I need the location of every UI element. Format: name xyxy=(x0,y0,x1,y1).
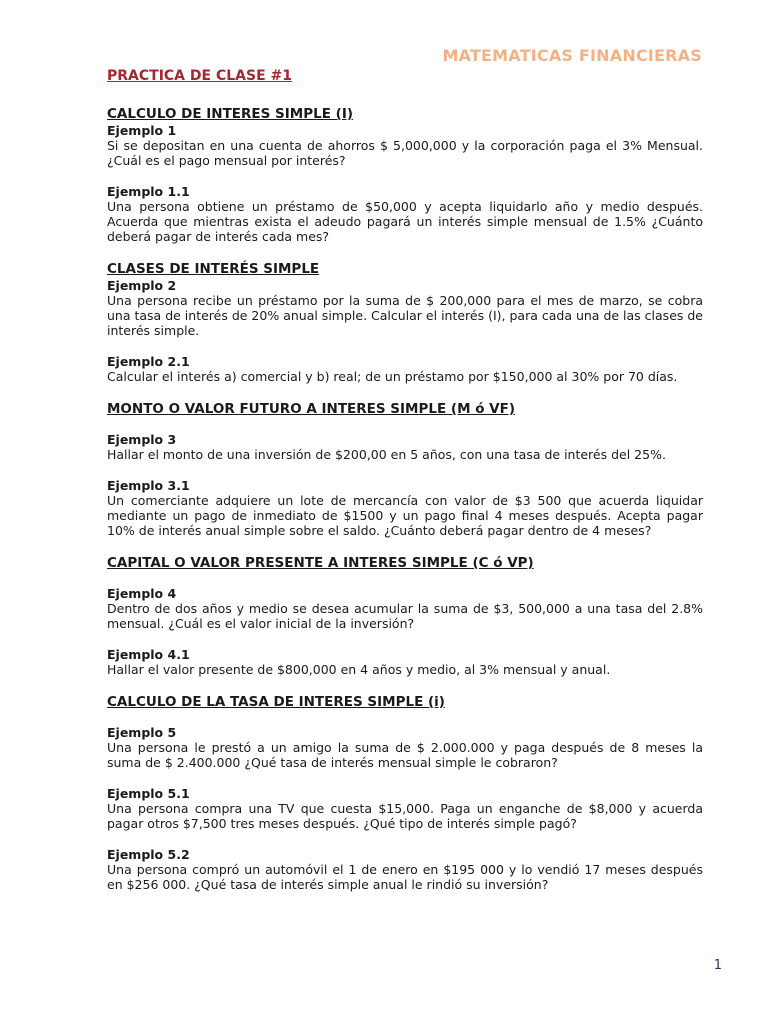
example-label: Ejemplo 1 xyxy=(107,123,177,138)
example-text: Si se depositan en una cuenta de ahorros $ 5,000,000 y la corporación paga el 3% Mensual. ¿Cuál es el pago mensual por interés? xyxy=(107,138,703,168)
example-block xyxy=(107,586,703,631)
example-block xyxy=(107,725,703,770)
example-label: Ejemplo 4.1 xyxy=(107,647,190,662)
example-block xyxy=(107,647,703,677)
heading-spacer xyxy=(107,711,703,725)
section xyxy=(107,693,703,892)
section-heading: CAPITAL O VALOR PRESENTE A INTERES SIMPLE (C ó VP) xyxy=(107,555,534,571)
practice-title: PRACTICA DE CLASE #1 xyxy=(107,68,292,84)
example-text: Un comerciante adquiere un lote de mercancía con valor de $3 500 que acuerda liquidar mediante un pago de inmediato de $1500 y un pago final 4 meses después. Acepta pagar 10% de interés anual simple sobre el saldo. ¿Cuánto deberá pagar dentro de 4 meses? xyxy=(107,493,703,538)
section xyxy=(107,554,703,677)
example-block xyxy=(107,847,703,892)
section-heading: MONTO O VALOR FUTURO A INTERES SIMPLE (M ó VF) xyxy=(107,401,516,417)
section-heading: CALCULO DE LA TASA DE INTERES SIMPLE (i) xyxy=(107,694,445,710)
section-heading: CALCULO DE INTERES SIMPLE (I) xyxy=(107,106,354,122)
header-title: MATEMATICAS FINANCIERAS xyxy=(442,46,702,65)
section xyxy=(107,105,703,244)
page-number: 1 xyxy=(713,958,722,973)
example-text: Una persona le prestó a un amigo la suma de $ 2.000.000 y paga después de 8 meses la suma de $ 2.400.000 ¿Qué tasa de interés mensual simple le cobraron? xyxy=(107,740,703,770)
example-block xyxy=(107,354,703,384)
example-text: Una persona compra una TV que cuesta $15,000. Paga un enganche de $8,000 y acuerda pagar otros $7,500 tres meses después. ¿Qué tipo de interés simple pagó? xyxy=(107,801,703,831)
example-text: Una persona obtiene un préstamo de $50,000 y acepta liquidarlo año y medio después. Acuerda que mientras exista el adeudo pagará un interés simple mensual de 1.5% ¿Cuánto deberá pagar de interés cada mes? xyxy=(107,199,703,244)
example-block xyxy=(107,278,703,338)
document-content xyxy=(107,67,703,908)
example-text: Calcular el interés a) comercial y b) real; de un préstamo por $150,000 al 30% por 70 días. xyxy=(107,369,678,384)
example-text: Una persona compró un automóvil el 1 de enero en $195 000 y lo vendió 17 meses después en $256 000. ¿Qué tasa de interés simple anual le rindió su inversión? xyxy=(107,862,703,892)
example-block xyxy=(107,432,703,462)
example-label: Ejemplo 5.1 xyxy=(107,786,190,801)
example-label: Ejemplo 3 xyxy=(107,432,177,447)
example-block xyxy=(107,184,703,244)
section-heading: CLASES DE INTERÉS SIMPLE xyxy=(107,261,320,277)
example-block xyxy=(107,478,703,538)
example-label: Ejemplo 1.1 xyxy=(107,184,190,199)
example-label: Ejemplo 5.2 xyxy=(107,847,190,862)
example-label: Ejemplo 4 xyxy=(107,586,177,601)
example-text: Una persona recibe un préstamo por la suma de $ 200,000 para el mes de marzo, se cobra una tasa de interés de 20% anual simple. Calcular el interés (I), para cada una de las clases de interés simple. xyxy=(107,293,703,338)
example-block xyxy=(107,786,703,831)
example-label: Ejemplo 2 xyxy=(107,278,177,293)
example-text: Hallar el monto de una inversión de $200,00 en 5 años, con una tasa de interés del 25%. xyxy=(107,447,666,462)
example-text: Dentro de dos años y medio se desea acumular la suma de $3, 500,000 a una tasa del 2.8% mensual. ¿Cuál es el valor inicial de la inversión? xyxy=(107,601,703,631)
section xyxy=(107,400,703,538)
example-label: Ejemplo 5 xyxy=(107,725,177,740)
example-label: Ejemplo 3.1 xyxy=(107,478,190,493)
heading-spacer xyxy=(107,418,703,432)
example-text: Hallar el valor presente de $800,000 en 4 años y medio, al 3% mensual y anual. xyxy=(107,662,611,677)
sections-container xyxy=(107,105,703,892)
example-label: Ejemplo 2.1 xyxy=(107,354,190,369)
section xyxy=(107,260,703,384)
heading-spacer xyxy=(107,572,703,586)
example-block xyxy=(107,123,703,168)
